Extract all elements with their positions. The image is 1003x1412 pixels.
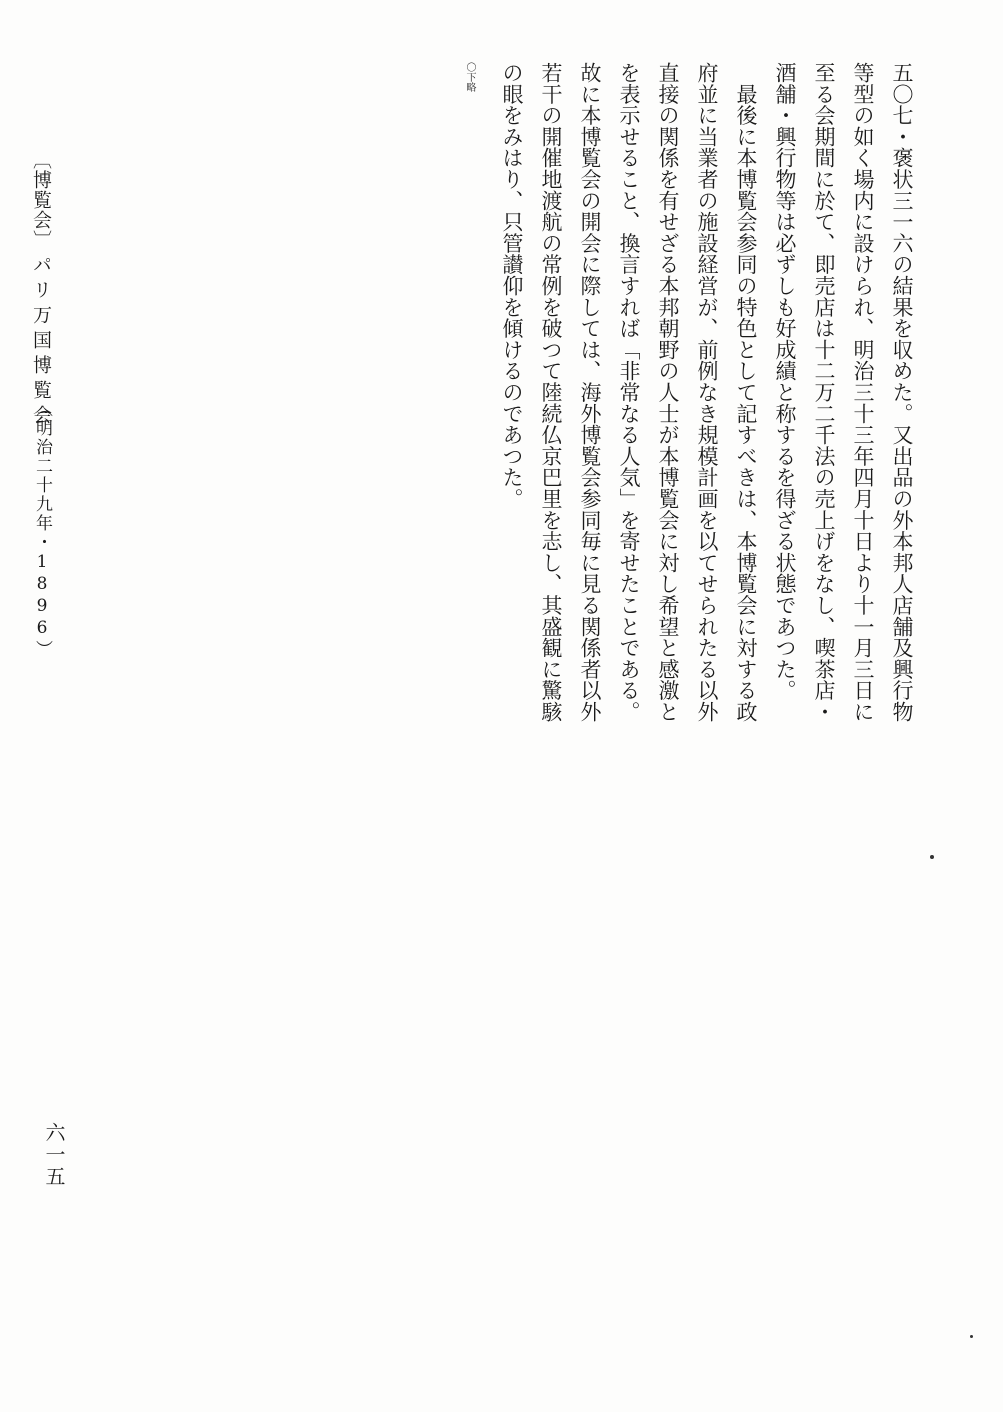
scan-speck (930, 855, 934, 859)
body-line: 最後に本博覧会参同の特色として記すべきは、本博覧会に対する政 (734, 62, 758, 723)
running-head-era: （明治二十九年・1896） (32, 400, 52, 659)
body-line: 酒舗・興行物等は必ずしも好成績と称するを得ざる状態であつた。 (773, 62, 797, 701)
body-line: 五〇七・褒状三一六の結果を収めた。又出品の外本邦人店舗及興行物 (890, 62, 914, 723)
running-head-title: パリ万国博覧会 (30, 255, 52, 430)
body-line: 直接の関係を有せざる本邦朝野の人士が本博覧会に対し希望と感激と (656, 62, 680, 723)
body-line: 至る会期間に於て、即売店は十二万二千法の売上げをなし、喫茶店・ (812, 62, 836, 723)
page-number: 六一五 (42, 1122, 66, 1188)
body-line: を表示せること、換言すれば「非常なる人気」を寄せたことである。 (617, 62, 641, 723)
body-line: の眼をみはり、只管讃仰を傾けるのであつた。 (500, 62, 524, 510)
body-line: 等型の如く場内に設けられ、明治三十三年四月十日より十一月三日に (851, 62, 875, 723)
body-text (492, 62, 921, 1062)
body-line: 若干の開催地渡航の常例を破つて陸続仏京巴里を志し、其盛観に驚駭 (539, 62, 563, 723)
body-line: 故に本博覧会の開会に際しては、海外博覧会参同毎に見る関係者以外 (578, 62, 602, 723)
running-head-category: 〔博覧会〕 (30, 150, 52, 250)
body-line: 府並に当業者の施設経営が、前例なき規模計画を以てせられたる以外 (695, 62, 719, 723)
scan-speck (970, 1335, 973, 1338)
omission-note: 〇下略 (464, 62, 475, 92)
